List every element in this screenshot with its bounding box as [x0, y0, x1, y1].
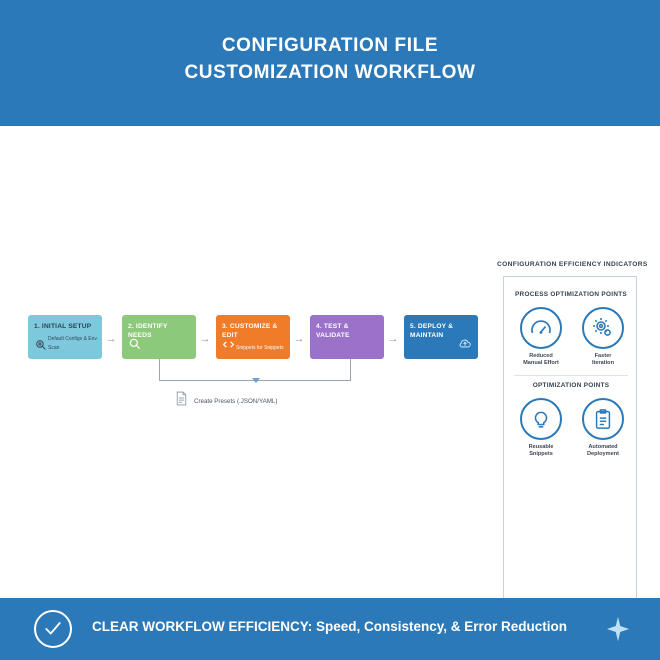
indicator-caption: [572, 444, 634, 458]
step-label: 4. TEST & VALIDATE: [316, 323, 350, 339]
footer-banner: [0, 598, 660, 660]
indicator-caption: [510, 444, 572, 458]
page-title: [0, 32, 660, 86]
caption-line-1: Automated: [588, 444, 618, 450]
check-circle-icon: [34, 610, 72, 648]
gear-scan-icon: [34, 338, 47, 354]
indicator-reusable-snippets[interactable]: [510, 398, 572, 458]
header-banner: [0, 0, 660, 126]
step-label: 2. IDENTIFY NEEDS: [128, 323, 168, 339]
workflow-step-test-validate[interactable]: [310, 315, 384, 359]
cloud-upload-icon: [458, 337, 472, 354]
step-label: 1. INITIAL SETUP: [34, 323, 92, 330]
panel-divider: [514, 375, 628, 376]
workflow-step-identify-needs[interactable]: [122, 315, 196, 359]
create-presets-note: [175, 391, 277, 411]
step-sub-label: Snippets for Snippets: [236, 345, 284, 351]
feedback-loop-arrowhead: [252, 378, 260, 383]
caption-line-2: Deployment: [586, 451, 619, 457]
footer-message: CLEAR WORKFLOW EFFICIENCY: Speed, Consistency, & Error Reduction: [92, 619, 568, 634]
caption-line-2: Manual Effort: [523, 360, 559, 366]
flow-arrow-3: →: [293, 333, 305, 345]
page-title-line-1: CONFIGURATION FILE: [221, 35, 439, 56]
workflow-step-customize-edit[interactable]: [216, 315, 290, 359]
indicator-reduced-manual-effort[interactable]: [510, 307, 572, 367]
workflow-step-deploy-maintain[interactable]: [404, 315, 478, 359]
magnifier-icon: [128, 337, 142, 354]
indicator-caption: [510, 353, 572, 367]
indicator-automated-deployment[interactable]: [572, 398, 634, 458]
create-presets-label: Create Presets (.JSON/YAML): [194, 397, 278, 405]
workflow-diagram: [0, 126, 660, 598]
step-label: 3. CUSTOMIZE & EDIT: [222, 323, 278, 339]
section-title-optimization-points: OPTIMIZATION POINTS: [532, 382, 610, 389]
gauge-icon: [520, 307, 562, 349]
lightbulb-icon: [520, 398, 562, 440]
sparkle-icon: [604, 615, 632, 643]
code-brackets-icon: [222, 338, 235, 354]
caption-line-2: Iteration: [591, 360, 615, 366]
step-sub-label: Default Configs & Env. Scan: [48, 336, 98, 351]
caption-line-2: Snippets: [529, 451, 553, 457]
section-title-process-optimization: PROCESS OPTIMIZATION POINTS: [514, 291, 627, 298]
page-title-line-2: CUSTOMIZATION WORKFLOW: [184, 62, 476, 83]
indicator-caption: [572, 353, 634, 367]
flow-arrow-1: →: [105, 333, 117, 345]
flow-arrow-2: →: [199, 333, 211, 345]
gears-icon: [582, 307, 624, 349]
workflow-step-initial-setup[interactable]: [28, 315, 102, 359]
efficiency-indicators-panel: [503, 276, 637, 614]
document-icon: [175, 391, 188, 411]
indicator-faster-iteration[interactable]: [572, 307, 634, 367]
flow-arrow-4: →: [387, 333, 399, 345]
caption-line-1: Reduced: [529, 353, 553, 359]
caption-line-1: Faster: [594, 353, 612, 359]
clipboard-check-icon: [582, 398, 624, 440]
step-label: 5. DEPLOY & MAINTAIN: [410, 323, 454, 339]
caption-line-1: Reusable: [528, 444, 554, 450]
panel-title: CONFIGURATION EFFICIENCY INDICATORS: [497, 261, 648, 268]
